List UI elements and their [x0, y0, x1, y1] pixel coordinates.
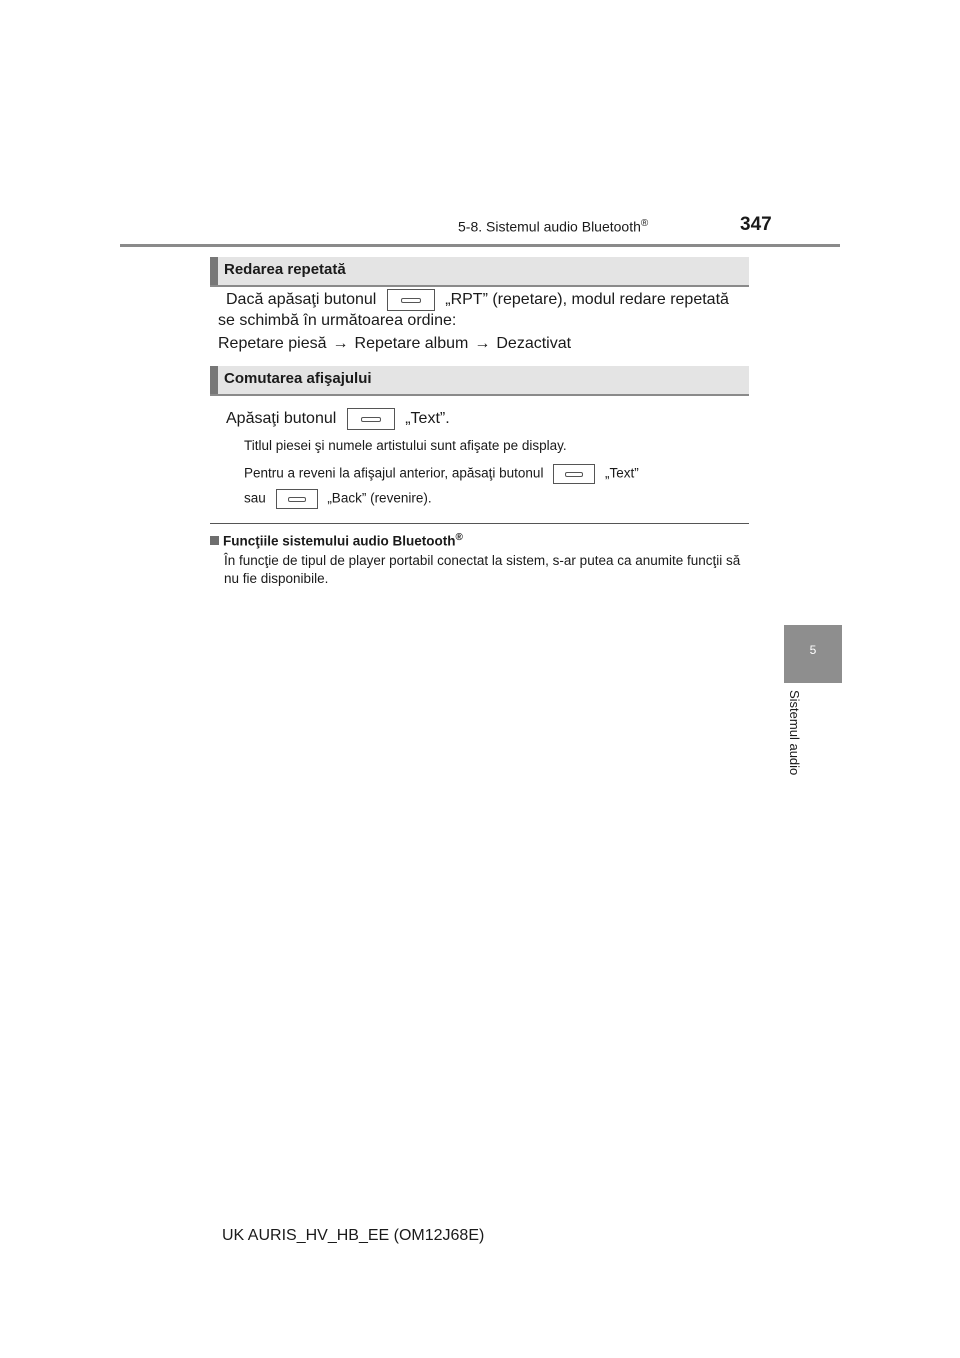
section-heading-display — [210, 366, 749, 396]
display-detail-1: Titlul piesei şi numele artistului sunt afişate pe display. — [244, 438, 567, 453]
steering-switch-button-icon — [347, 408, 395, 430]
chapter-number: 5 — [809, 643, 817, 657]
steering-switch-button-icon — [276, 489, 318, 509]
repeat-instruction-line-2: se schimbă în următoarea ordine: — [218, 312, 457, 329]
section-marker — [210, 366, 218, 394]
note-title — [210, 532, 463, 549]
display-instruction-line — [226, 408, 450, 430]
arrow-right-icon: → — [332, 335, 349, 352]
detail-text: sau — [244, 490, 266, 506]
registered-mark: ® — [455, 532, 463, 543]
repeat-sequence — [218, 335, 571, 353]
section-reference: 5-8. Sistemul audio Bluetooth — [458, 218, 641, 235]
sequence-item: Repetare piesă — [218, 335, 327, 352]
section-title: Redarea repetată — [224, 261, 346, 278]
instruction-text: Apăsaţi butonul — [226, 410, 337, 428]
instruction-text: „RPT” (repetare), modul redare repetată — [445, 291, 729, 309]
chapter-label: Sistemul audio — [787, 690, 802, 776]
detail-text: „Text” — [604, 465, 639, 481]
running-header — [458, 218, 648, 235]
sequence-item: Repetare album — [354, 335, 469, 352]
header-divider — [120, 244, 840, 247]
display-detail-2 — [244, 464, 639, 484]
instruction-text: Dacă apăsaţi butonul — [226, 291, 377, 309]
section-heading-repeat — [210, 257, 749, 287]
note-bullet-icon — [210, 536, 219, 545]
arrow-right-icon: → — [474, 335, 491, 352]
steering-switch-button-icon — [553, 464, 595, 484]
repeat-instruction-line-1 — [226, 289, 729, 311]
model-code-footer: UK AURIS_HV_HB_EE (OM12J68E) — [222, 1227, 485, 1244]
note-title-text: Funcţiile sistemului audio Bluetooth — [223, 533, 456, 549]
steering-switch-button-icon — [387, 289, 435, 311]
section-title: Comutarea afişajului — [224, 370, 372, 387]
section-marker — [210, 257, 218, 285]
note-text: În funcţie de tipul de player portabil conectat la sistem, s-ar putea ca anumite funcţii să nu fie disponibile. — [224, 553, 741, 586]
instruction-text: „Text”. — [405, 410, 450, 428]
page-number: 347 — [740, 214, 772, 235]
detail-text: „Back” (revenire). — [327, 490, 432, 506]
registered-mark: ® — [640, 218, 649, 229]
sequence-item: Dezactivat — [496, 335, 572, 352]
display-detail-3 — [244, 489, 432, 509]
note-divider — [210, 523, 749, 524]
detail-text: Pentru a reveni la afişajul anterior, apăsaţi butonul — [244, 465, 544, 481]
